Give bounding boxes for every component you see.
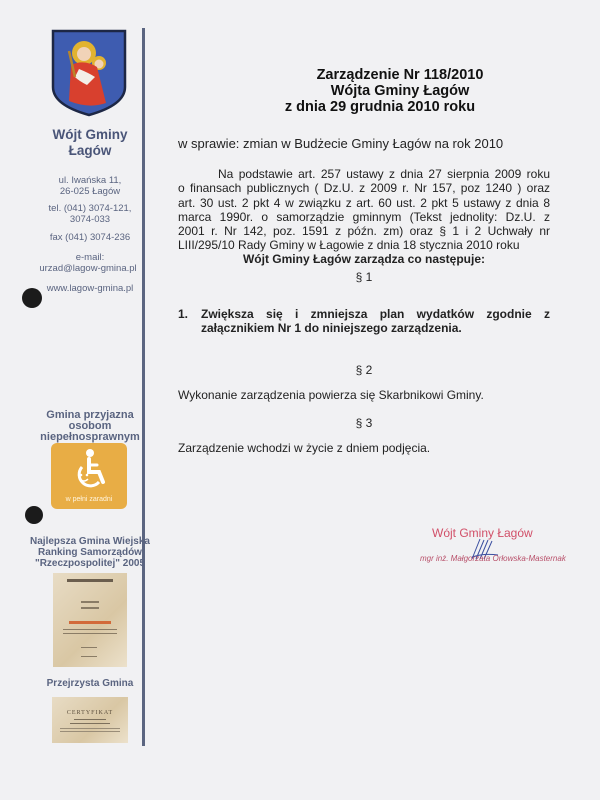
decree-title: Zarządzenie Nr 118/2010	[316, 67, 484, 83]
transparent-heading: Przejrzysta Gmina	[46, 678, 134, 689]
ranking-line1: Najlepsza Gmina Wiejska	[30, 536, 150, 547]
phone-line1: tel. (041) 3074-121,	[48, 203, 132, 214]
transparency-certificate-image	[52, 697, 128, 743]
coat-of-arms-image	[51, 29, 127, 117]
badge-text: w pełni zaradni	[65, 496, 113, 503]
accessible-heading-line1: Gmina przyjazna	[46, 409, 134, 421]
item-1-line2: załącznikiem Nr 1 do niniejszego zarządzenia.	[201, 321, 462, 335]
website-link[interactable]: www.lagow-gmina.pl	[46, 283, 134, 294]
ranking-line3: "Rzeczpospolitej" 2005	[34, 558, 146, 569]
sidebar-title	[30, 127, 150, 159]
ranking-heading	[30, 536, 150, 569]
divider-line	[142, 28, 145, 746]
preamble-line: o finansach publicznych ( Dz.U. z 2009 r. Nr 157, poz 1240 ) oraz	[178, 181, 550, 196]
email-link[interactable]: urzad@lagow-gmina.pl	[39, 263, 137, 274]
sidebar-title-line2: Łagów	[68, 143, 112, 158]
ranking-certificate-image	[53, 573, 127, 667]
decree-issuer: Wójta Gminy Łagów	[330, 83, 470, 99]
email-label: e-mail:	[75, 252, 105, 263]
section-2-heading: § 2	[355, 363, 373, 377]
signatory-name: mgr inż. Małgorzata Orłowska-Masternak	[420, 554, 566, 563]
accessible-heading	[30, 410, 150, 443]
punch-hole	[25, 506, 43, 524]
item-1-line1: Zwiększa się i zmniejsza plan wydatków zgodnie z	[201, 307, 550, 321]
decree-date: z dnia 29 grudnia 2010 roku	[284, 99, 476, 115]
phone	[30, 203, 150, 225]
fax: fax (041) 3074-236	[49, 232, 131, 243]
address	[30, 175, 150, 197]
decree-subject: w sprawie: zmian w Budżecie Gminy Łagów na rok 2010	[178, 136, 504, 151]
item-1-number: 1.	[178, 307, 189, 321]
accessible-badge	[51, 443, 127, 509]
address-line1: ul. Iwańska 11,	[58, 175, 122, 186]
ranking-line2: Ranking Samorządów	[38, 547, 142, 558]
preamble-line: marca 1990r. o samorządzie gminnym (Tekst jednolity: Dz.U. z	[178, 209, 550, 224]
preamble-line: art. 30 ust. 2 pkt 4 w związku z art. 60 ust. 2 pkt 5 ustawy z dnia 8	[178, 195, 550, 210]
section-1-heading: § 1	[355, 270, 373, 284]
preamble	[178, 167, 550, 253]
phone-line2: 3074-033	[69, 214, 111, 225]
preamble-line: 2001 r. Nr 142, poz. 1591 z późn. zm) oraz § 1 i 2 Uchwały nr	[178, 224, 550, 239]
decree-statement: Wójt Gminy Łagów zarządza co następuje:	[242, 252, 486, 266]
wheelchair-icon	[69, 448, 109, 490]
sidebar-title-line1: Wójt Gminy	[52, 127, 128, 142]
accessible-heading-line2: osobom	[68, 420, 112, 432]
preamble-line: LIII/295/10 Rady Gminy w Łagowie z dnia 18 stycznia 2010 roku	[178, 238, 520, 253]
section-2-text: Wykonanie zarządzenia powierza się Skarbnikowi Gminy.	[178, 388, 484, 402]
certificate-text: CERTYFIKAT	[66, 710, 114, 716]
section-3-text: Zarządzenie wchodzi w życie z dniem podjęcia.	[178, 441, 431, 455]
signature-title: Wójt Gminy Łagów	[432, 526, 533, 540]
section-3-heading: § 3	[355, 416, 373, 430]
address-line2: 26-025 Łagów	[59, 186, 121, 197]
accessible-heading-line3: niepełnosprawnym	[40, 431, 140, 443]
punch-hole	[22, 288, 42, 308]
preamble-line: Na podstawie art. 257 ustawy z dnia 27 sierpnia 2009 roku	[218, 167, 550, 181]
